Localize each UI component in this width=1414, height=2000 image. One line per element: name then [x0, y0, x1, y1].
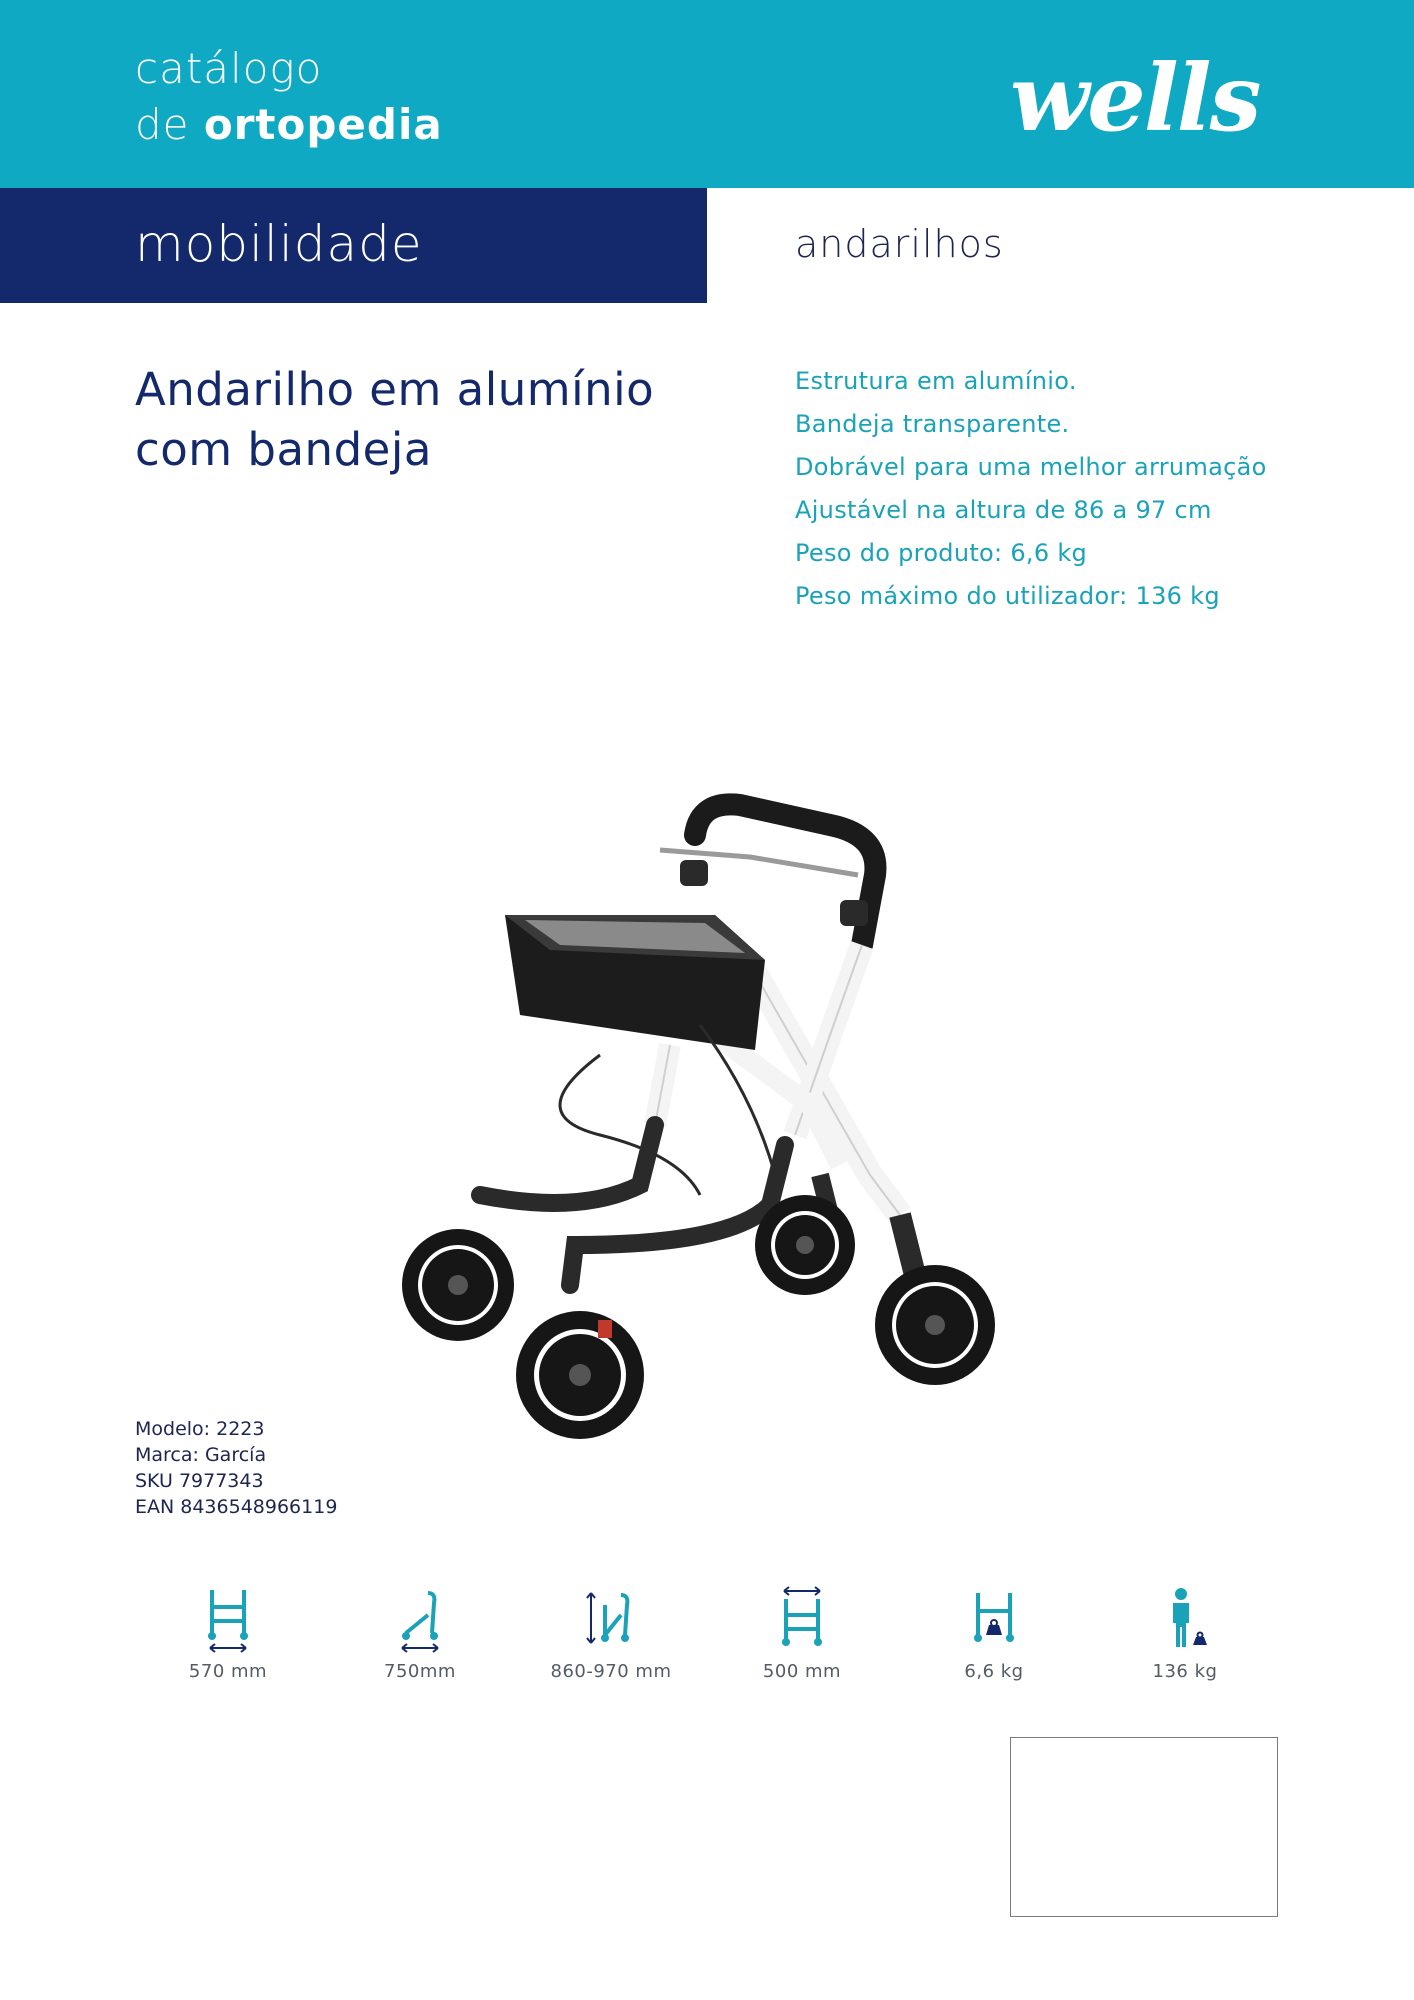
wells-logo: [1010, 52, 1280, 152]
width-icon: [198, 1585, 258, 1655]
max-user-weight-icon: [1155, 1585, 1215, 1655]
wheel-rear-left: [755, 1195, 855, 1295]
icon-cell-seat-width: [722, 1585, 882, 1682]
product-title: [135, 360, 695, 480]
subcategory-title: andarilhos: [795, 222, 1004, 266]
product-title-line2: com bandeja: [135, 423, 432, 476]
icon-cell-height: [531, 1585, 691, 1682]
feature-item: Bandeja transparente.: [795, 410, 1070, 438]
brand-logo-text: wells: [1010, 52, 1260, 152]
icon-label: 6,6 kg: [964, 1661, 1024, 1682]
feature-list: [795, 362, 1267, 620]
icon-label: 860-970 mm: [550, 1661, 672, 1682]
catalog-line2: [135, 100, 443, 149]
product-specs: [135, 1416, 337, 1520]
icon-cell-max-user-weight: [1105, 1585, 1265, 1682]
icon-label: 570 mm: [188, 1661, 268, 1682]
feature-item: Peso do produto: 6,6 kg: [795, 539, 1088, 567]
icon-cell-depth: [340, 1585, 500, 1682]
catalog-line1: catálogo: [135, 44, 323, 93]
icon-cell-width: [148, 1585, 308, 1682]
catalog-line2-prefix: de: [135, 100, 204, 149]
icon-cell-product-weight: [914, 1585, 1074, 1682]
spec-ean: EAN 8436548966119: [135, 1496, 338, 1518]
seat-width-icon: [772, 1585, 832, 1655]
section-title: mobilidade: [135, 215, 423, 273]
feature-item: Peso máximo do utilizador: 136 kg: [795, 582, 1220, 610]
icon-label: 500 mm: [762, 1661, 842, 1682]
height-icon: [581, 1585, 641, 1655]
feature-item: Dobrável para uma melhor arrumação: [795, 453, 1267, 481]
spec-brand: Marca: García: [135, 1444, 267, 1466]
rollator-product-image: [400, 775, 1080, 1455]
icon-label: 750mm: [384, 1661, 456, 1682]
catalog-line2-bold: ortopedia: [203, 100, 443, 149]
wheel-rear-right: [875, 1265, 995, 1385]
depth-icon: [390, 1585, 450, 1655]
product-title-line1: Andarilho em alumínio: [135, 363, 655, 416]
icon-label: 136 kg: [1152, 1661, 1218, 1682]
dimension-icons-row: [0, 1585, 1414, 1695]
spec-model: Modelo: 2223: [135, 1418, 265, 1440]
wheel-front-right: [516, 1311, 644, 1439]
spec-sku: SKU 7977343: [135, 1470, 264, 1492]
feature-item: Ajustável na altura de 86 a 97 cm: [795, 496, 1212, 524]
feature-item: Estrutura em alumínio.: [795, 367, 1077, 395]
empty-frame-box: [1010, 1737, 1278, 1917]
wheel-front-left: [402, 1229, 514, 1341]
product-weight-icon: [964, 1585, 1024, 1655]
